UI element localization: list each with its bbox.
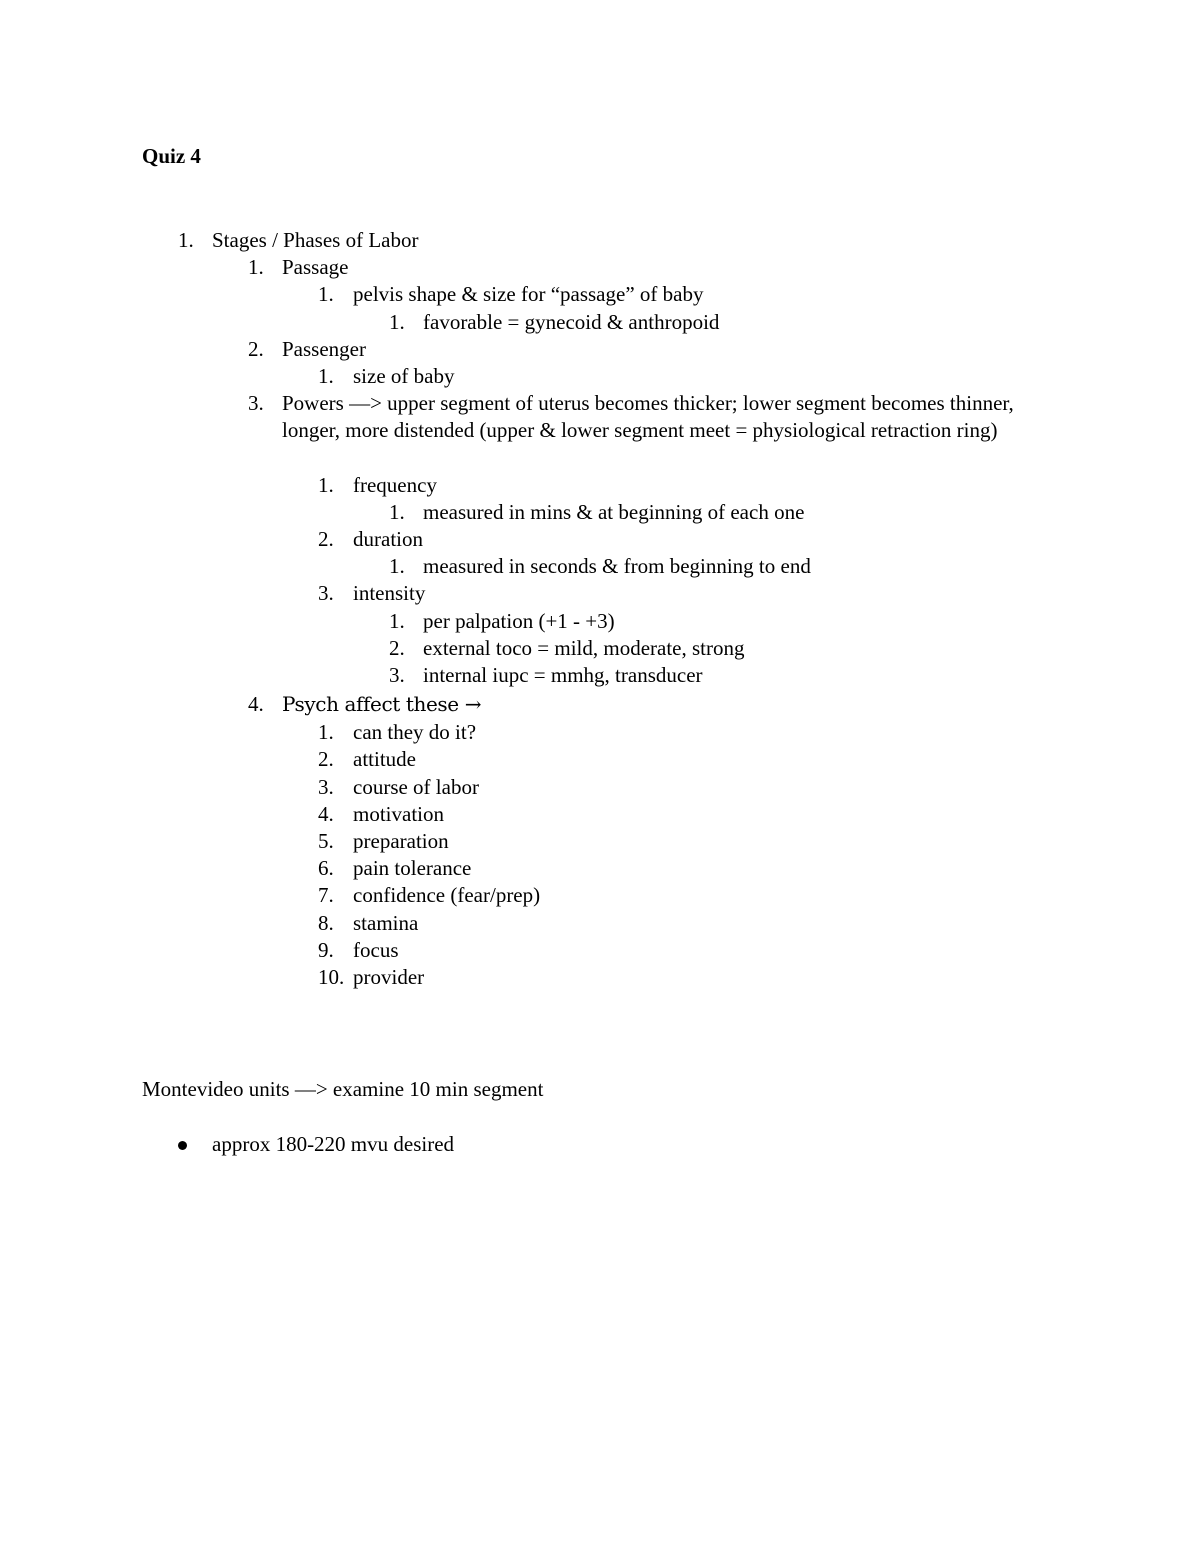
list-number: 4. xyxy=(248,692,264,717)
list-text: preparation xyxy=(353,828,449,853)
list-item xyxy=(0,363,1200,390)
list-text: focus xyxy=(353,937,399,962)
list-text: course of labor xyxy=(353,774,479,799)
list-item xyxy=(0,689,1200,719)
list-text: attitude xyxy=(353,747,416,772)
list-item xyxy=(0,390,1200,472)
list-text: pelvis shape & size for “passage” of baby xyxy=(353,282,704,307)
list-number: 1. xyxy=(318,720,334,745)
list-number: 6. xyxy=(318,856,334,881)
list-number: 8. xyxy=(318,910,334,935)
list-number: 1. xyxy=(248,255,264,280)
list-text: size of baby xyxy=(353,363,455,388)
list-item xyxy=(0,499,1200,526)
list-text: Psych affect these → xyxy=(282,692,482,717)
list-item xyxy=(0,774,1200,801)
list-text: intensity xyxy=(353,581,426,606)
list-number: 1. xyxy=(318,472,334,497)
list-item xyxy=(0,227,1200,254)
list-item xyxy=(0,336,1200,363)
list-item xyxy=(0,580,1200,607)
list-number: 1. xyxy=(389,608,405,633)
list-number: 3. xyxy=(318,581,334,606)
list-number: 1. xyxy=(318,363,334,388)
bullet-list-item xyxy=(0,1131,1200,1158)
list-text: pain tolerance xyxy=(353,856,472,881)
list-item xyxy=(0,608,1200,635)
list-item xyxy=(0,937,1200,964)
list-number: 2. xyxy=(248,336,264,361)
list-number: 2. xyxy=(389,635,405,660)
list-item xyxy=(0,746,1200,773)
list-text: can they do it? xyxy=(353,720,477,745)
bullet-icon xyxy=(178,1141,187,1150)
list-text: Powers —> upper segment of uterus becomes thicker; lower segment becomes thinner, longer, more distended (upper & lower segment meet = physiological retraction ring) xyxy=(282,391,1014,443)
list-number: 10. xyxy=(318,964,345,989)
list-item xyxy=(0,719,1200,746)
list-number: 2. xyxy=(318,527,334,552)
list-text: Passenger xyxy=(282,336,366,361)
list-item xyxy=(0,254,1200,281)
list-item xyxy=(0,526,1200,553)
list-number: 1. xyxy=(389,309,405,334)
list-item xyxy=(0,472,1200,499)
montevideo-heading: Montevideo units —> examine 10 min segment xyxy=(142,1077,544,1101)
list-item xyxy=(0,635,1200,662)
list-item xyxy=(0,662,1200,689)
list-number: 1. xyxy=(389,554,405,579)
list-item xyxy=(0,964,1200,991)
list-text: provider xyxy=(353,964,425,989)
list-item xyxy=(0,882,1200,909)
list-text: duration xyxy=(353,527,423,552)
list-number: 5. xyxy=(318,828,334,853)
list-text: external toco = mild, moderate, strong xyxy=(423,635,745,660)
list-text: measured in seconds & from beginning to end xyxy=(423,554,811,579)
list-text: motivation xyxy=(353,801,444,826)
list-item xyxy=(0,855,1200,882)
list-text: confidence (fear/prep) xyxy=(353,883,541,908)
list-text: measured in mins & at beginning of each one xyxy=(423,499,805,524)
list-number: 1. xyxy=(318,282,334,307)
list-number: 3. xyxy=(248,391,264,416)
list-item xyxy=(0,801,1200,828)
list-item xyxy=(0,553,1200,580)
list-text: stamina xyxy=(353,910,419,935)
list-number: 7. xyxy=(318,883,334,908)
list-text: Passage xyxy=(282,255,349,280)
list-text: Stages / Phases of Labor xyxy=(212,228,419,252)
list-item xyxy=(0,281,1200,308)
list-number: 1. xyxy=(389,499,405,524)
list-item xyxy=(0,828,1200,855)
list-item xyxy=(0,910,1200,937)
list-number: 3. xyxy=(389,663,405,688)
list-number: 1. xyxy=(178,228,194,252)
list-number: 2. xyxy=(318,747,334,772)
list-text: per palpation (+1 - +3) xyxy=(423,608,615,633)
bullet-text: approx 180-220 mvu desired xyxy=(212,1132,455,1156)
list-item xyxy=(0,309,1200,336)
list-number: 9. xyxy=(318,937,334,962)
list-number: 4. xyxy=(318,801,334,826)
list-text: internal iupc = mmhg, transducer xyxy=(423,663,703,688)
document-title: Quiz 4 xyxy=(142,144,201,168)
list-text: favorable = gynecoid & anthropoid xyxy=(423,309,720,334)
outline-list xyxy=(0,227,1200,991)
list-number: 3. xyxy=(318,774,334,799)
list-text: frequency xyxy=(353,472,437,497)
